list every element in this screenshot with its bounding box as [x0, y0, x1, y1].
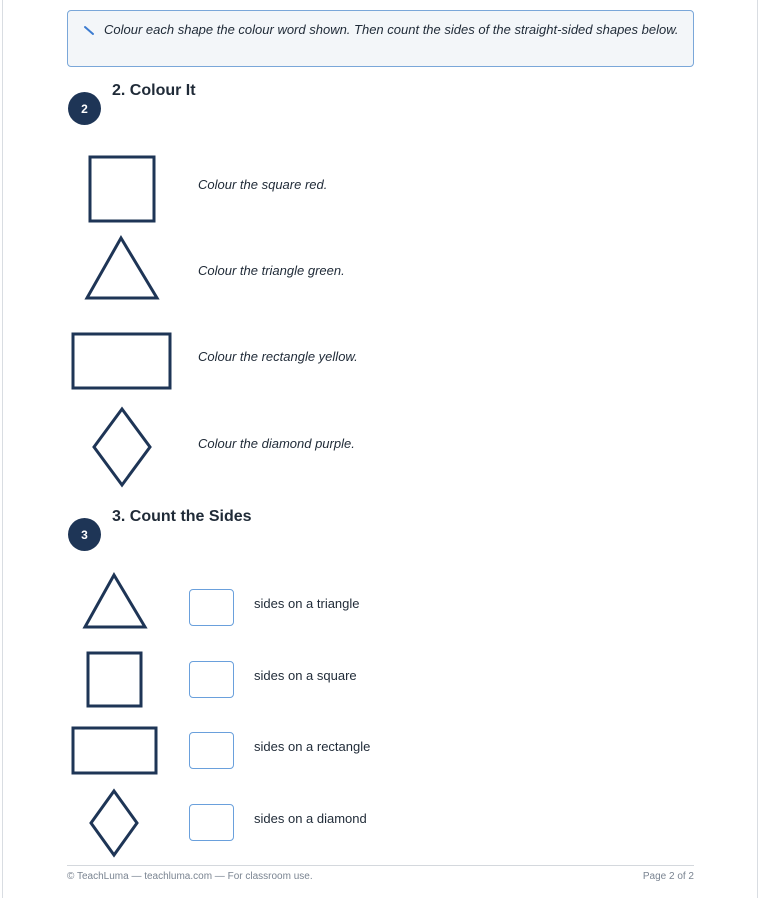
square-shape[interactable]: [88, 155, 156, 223]
footer-credit: © TeachLuma — teachluma.com — For classroom use.: [67, 871, 313, 882]
triangle-shape: [82, 572, 148, 630]
section-title: 3. Count the Sides: [112, 508, 252, 525]
answer-box[interactable]: [189, 661, 234, 698]
colour-instruction: Colour the triangle green.: [198, 263, 345, 278]
diamond-shape: [88, 788, 140, 858]
diamond-shape[interactable]: [91, 406, 153, 488]
rectangle-shape: [71, 726, 158, 775]
colour-instruction: Colour the square red.: [198, 177, 328, 192]
square-shape: [86, 651, 143, 708]
page-number: Page 2 of 2: [642, 871, 694, 882]
pencil-icon: [83, 24, 95, 36]
count-label: sides on a diamond: [254, 811, 367, 826]
count-label: sides on a rectangle: [254, 739, 371, 754]
page-edge: [757, 0, 758, 898]
section-number-badge: 2: [68, 92, 101, 125]
answer-box[interactable]: [189, 589, 234, 626]
answer-box[interactable]: [189, 732, 234, 769]
count-label: sides on a triangle: [254, 596, 360, 611]
instruction-callout: [67, 10, 694, 67]
section-number-badge: 3: [68, 518, 101, 551]
rectangle-shape[interactable]: [71, 332, 172, 390]
triangle-shape[interactable]: [84, 235, 160, 301]
section-title: 2. Colour It: [112, 82, 196, 99]
instruction-text: Colour each shape the colour word shown. Then count the sides of the straight-sided shapes below.: [104, 22, 679, 37]
answer-box[interactable]: [189, 804, 234, 841]
footer-divider: [67, 865, 694, 866]
colour-instruction: Colour the rectangle yellow.: [198, 349, 358, 364]
count-label: sides on a square: [254, 668, 357, 683]
page-edge: [2, 0, 3, 898]
colour-instruction: Colour the diamond purple.: [198, 436, 355, 451]
